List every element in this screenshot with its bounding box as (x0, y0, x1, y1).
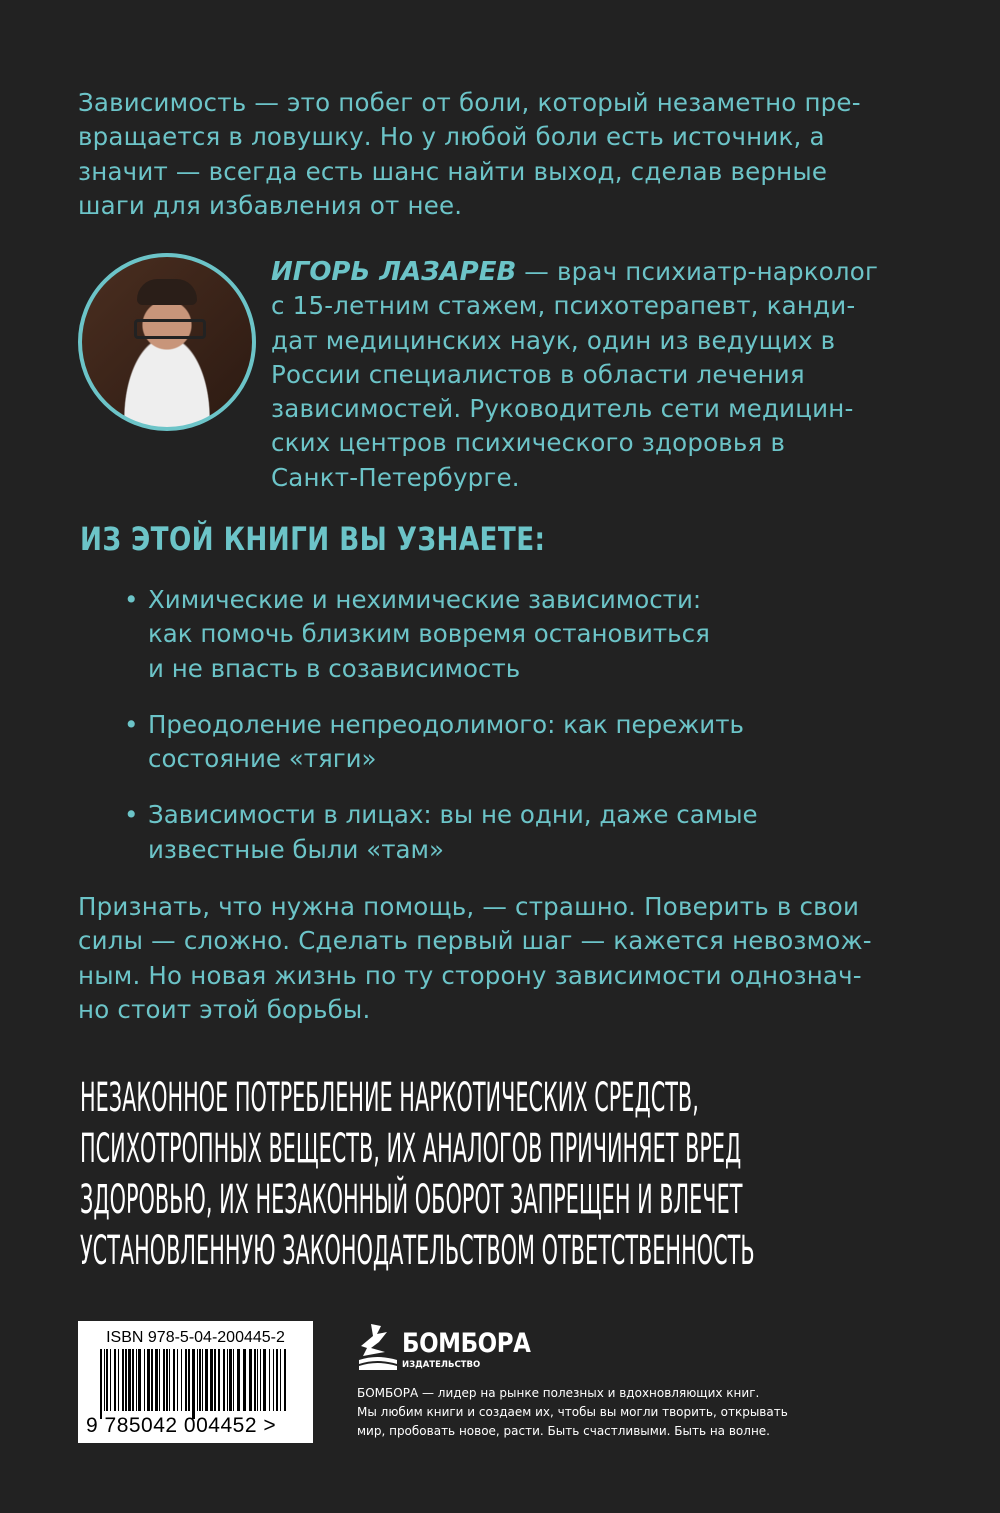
text-line: Санкт-Петербурге. (271, 462, 520, 492)
text-line: — врач психиатр-нарколог (516, 257, 879, 286)
text-line: известные были «там» (148, 834, 444, 864)
barcode-bar (227, 1349, 228, 1411)
barcode-bar (223, 1349, 225, 1411)
barcode-bar (269, 1349, 270, 1411)
barcode-bar (218, 1349, 220, 1411)
barcode-bar (210, 1349, 213, 1411)
text-line: БОМБОРА — лидер на рынке полезных и вдохновляющих книг. (357, 1386, 760, 1400)
barcode-bar (202, 1349, 203, 1411)
text-line: Зависимости в лицах: вы не одни, даже самые (148, 800, 758, 830)
barcode-bar (125, 1349, 127, 1411)
barcode-bar (100, 1349, 102, 1419)
text-line: Преодоление непреодолимого: как пережить (148, 709, 744, 739)
barcode-bar (122, 1349, 124, 1411)
list-item: • Преодоление непреодолимого: как пережить состояние «тяги» (124, 708, 758, 777)
text-line: с 15-летним стажем, психотерапевт, канди- (271, 291, 856, 321)
barcode-bar (257, 1349, 258, 1411)
barcode-bar (273, 1349, 274, 1411)
text-line: ЗДОРОВЬЮ, ИХ НЕЗАКОННЫЙ ОБОРОТ ЗАПРЕЩЕН И ВЛЕЧЕТ (80, 1177, 743, 1223)
list-item: • Зависимости в лицах: вы не одни, даже самые известные были «там» (124, 798, 758, 867)
barcode-bar (159, 1349, 160, 1411)
barcode-bar (104, 1349, 105, 1411)
barcode-bar (132, 1349, 134, 1411)
barcode-bar (254, 1349, 256, 1411)
bombora-logo-icon (357, 1322, 399, 1372)
text-line: ным. Но новая жизнь по ту сторону зависимости однознач- (78, 960, 862, 990)
intro-paragraph (78, 86, 861, 223)
logo-subtitle: ИЗДАТЕЛЬСТВО (402, 1360, 481, 1370)
barcode-bar (229, 1349, 232, 1411)
text-line: как помочь близким вовремя остановиться (148, 619, 710, 649)
barcode-bar (284, 1349, 286, 1411)
text-line: Химические и нехимические зависимости: (148, 585, 702, 614)
barcode-bar (185, 1349, 187, 1411)
barcode-bar (173, 1349, 175, 1411)
isbn: ISBN 978-5-04-200445-2 (106, 1329, 285, 1346)
barcode-bar (197, 1349, 198, 1411)
barcode (78, 1321, 313, 1443)
publisher-logo (357, 1322, 531, 1376)
author-photo (78, 253, 256, 431)
barcode-bar (106, 1349, 108, 1411)
barcode-bar (214, 1349, 216, 1411)
barcode-bar (128, 1349, 131, 1411)
text-line: значит — всегда есть шанс найти выход, сделав верные (78, 156, 828, 186)
barcode-bar (263, 1349, 266, 1411)
barcode-bar (155, 1349, 158, 1411)
barcode-bar (151, 1349, 153, 1411)
text-line: ПСИХОТРОПНЫХ ВЕЩЕСТВ, ИХ АНАЛОГОВ ПРИЧИНЯЕТ ВРЕД (80, 1126, 742, 1172)
text-line: Признать, что нужна помощь, — страшно. Поверить в свои (78, 892, 860, 921)
barcode-bar (276, 1349, 278, 1411)
author-name: ИГОРЬ ЛАЗАРЕВ (271, 257, 517, 287)
text-line: УСТАНОВЛЕННУЮ ЗАКОНОДАТЕЛЬСТВОМ ОТВЕТСТВЕННОСТЬ (80, 1228, 755, 1274)
barcode-bar (144, 1349, 145, 1411)
barcode-bar (147, 1349, 150, 1411)
barcode-bar (110, 1349, 111, 1411)
barcode-bar (243, 1349, 246, 1411)
text-line: и не впасть в созависимость (148, 653, 521, 683)
text-line: мир, пробовать новое, расти. Быть счастливыми. Быть на волне. (357, 1424, 770, 1438)
barcode-bar (181, 1349, 182, 1411)
barcode-bar (249, 1349, 252, 1411)
logo-name: БОМБОРА (402, 1328, 531, 1359)
text-line: силы — сложно. Сделать первый шаг — кажется невозмож- (78, 926, 872, 956)
ean-number: 9 785042 004452 > (86, 1414, 277, 1437)
text-line: зависимостей. Руководитель сети медицин- (271, 394, 854, 424)
barcode-bar (114, 1349, 116, 1411)
barcode-bar (136, 1349, 137, 1411)
text-line: ских центров психического здоровья в (271, 428, 786, 458)
barcode-bar (233, 1349, 234, 1411)
text-line: России специалистов в области лечения (271, 359, 805, 389)
text-line: Мы любим книги и создаем их, чтобы вы могли творить, открывать (357, 1405, 788, 1419)
text-line: вращается в ловушку. Но у любой боли есть источник, а (78, 122, 825, 152)
text-line: но стоит этой борьбы. (78, 994, 371, 1024)
text-line: НЕЗАКОННОЕ ПОТРЕБЛЕНИЕ НАРКОТИЧЕСКИХ СРЕДСТВ, (80, 1075, 699, 1121)
text-line: состояние «тяги» (148, 744, 377, 774)
text-line: дат медицинских наук, один из ведущих в (271, 325, 836, 355)
bullet-list (124, 583, 758, 889)
legal-warning (80, 1073, 1000, 1277)
closing-paragraph (78, 890, 872, 1027)
barcode-bar (177, 1349, 178, 1411)
section-heading: ИЗ ЭТОЙ КНИГИ ВЫ УЗНАЕТЕ: (80, 520, 546, 558)
barcode-bar (166, 1349, 168, 1411)
text-line: Зависимость — это побег от боли, который незаметно пре- (78, 88, 861, 117)
barcode-bar (188, 1349, 190, 1411)
barcode-bar (118, 1349, 119, 1411)
barcode-bar (260, 1349, 261, 1411)
barcode-bar (280, 1349, 281, 1411)
publisher-description (357, 1384, 788, 1441)
barcode-bars (100, 1349, 290, 1421)
barcode-bar (192, 1349, 195, 1419)
author-bio (271, 255, 878, 495)
text-line: шаги для избавления от нее. (78, 190, 463, 220)
barcode-bar (169, 1349, 170, 1411)
barcode-bar (237, 1349, 240, 1411)
list-item: • Химические и нехимические зависимости: как помочь близким вовремя остановиться и не впасть в созависимость (124, 583, 758, 686)
barcode-bar (163, 1349, 165, 1411)
barcode-bar (199, 1349, 201, 1411)
barcode-bar (138, 1349, 141, 1411)
barcode-bar (205, 1349, 208, 1411)
